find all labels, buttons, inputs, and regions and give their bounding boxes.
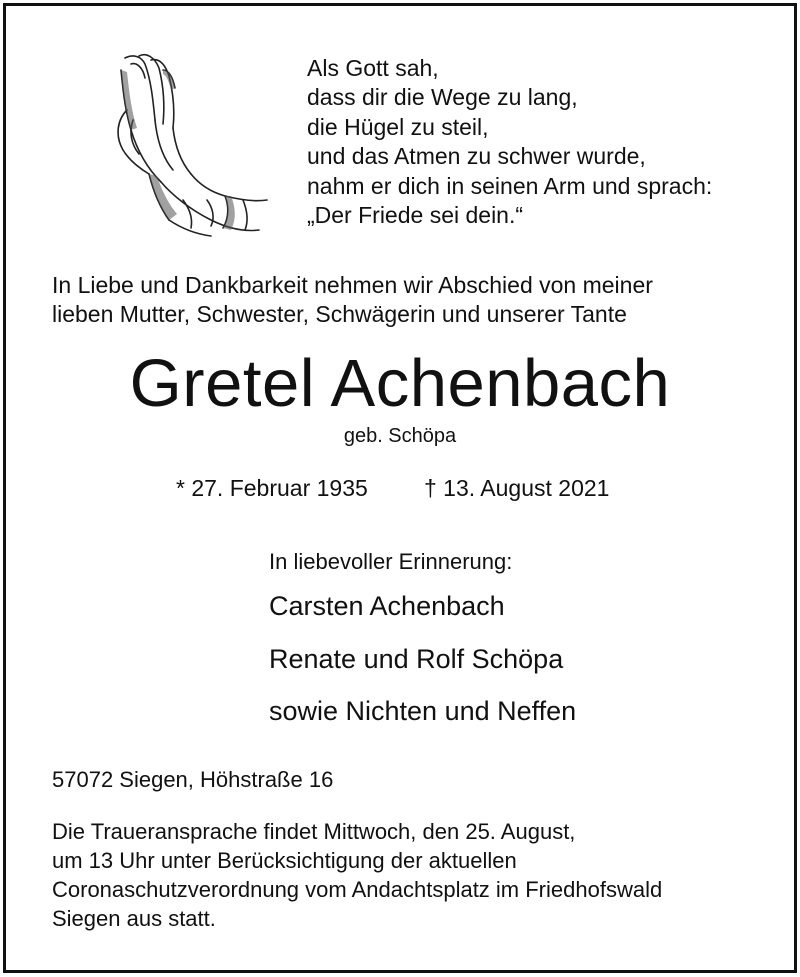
poem-line: und das Atmen zu schwer wurde, <box>307 143 646 170</box>
address: 57072 Siegen, Höhstraße 16 <box>52 767 334 792</box>
notice-line: Die Traueransprache findet Mittwoch, den 25. August, <box>52 819 576 844</box>
mourner-name: sowie Nichten und Neffen <box>269 696 577 726</box>
poem-line: die Hügel zu steil, <box>307 113 489 140</box>
birth-date: * 27. Februar 1935 <box>176 475 368 501</box>
service-notice <box>52 817 662 933</box>
poem-line: nahm er dich in seinen Arm und sprach: <box>307 172 713 199</box>
death-date: † 13. August 2021 <box>424 475 610 501</box>
poem-line: dass dir die Wege zu lang, <box>307 84 578 111</box>
memory-label: In liebevoller Erinnerung: <box>269 549 513 574</box>
intro-line: lieben Mutter, Schwester, Schwägerin und unserer Tante <box>52 301 627 327</box>
praying-hands-icon <box>103 50 273 240</box>
poem <box>307 54 712 230</box>
poem-line: „Der Friede sei dein.“ <box>307 202 524 229</box>
mourner-name: Renate und Rolf Schöpa <box>269 644 564 674</box>
notice-line: Siegen aus statt. <box>52 906 216 931</box>
notice-line: Coronaschutzverordnung vom Andachtsplatz im Friedhofswald <box>52 877 663 902</box>
intro-line: In Liebe und Dankbarkeit nehmen wir Abschied von meiner <box>52 272 653 298</box>
mourner-name: Carsten Achenbach <box>269 591 505 621</box>
deceased-name: Gretel Achenbach <box>129 346 671 421</box>
poem-line: Als Gott sah, <box>307 55 439 81</box>
maiden-name: geb. Schöpa <box>343 425 457 447</box>
intro-text <box>52 271 653 329</box>
notice-line: um 13 Uhr unter Berücksichtigung der aktuellen <box>52 848 517 873</box>
